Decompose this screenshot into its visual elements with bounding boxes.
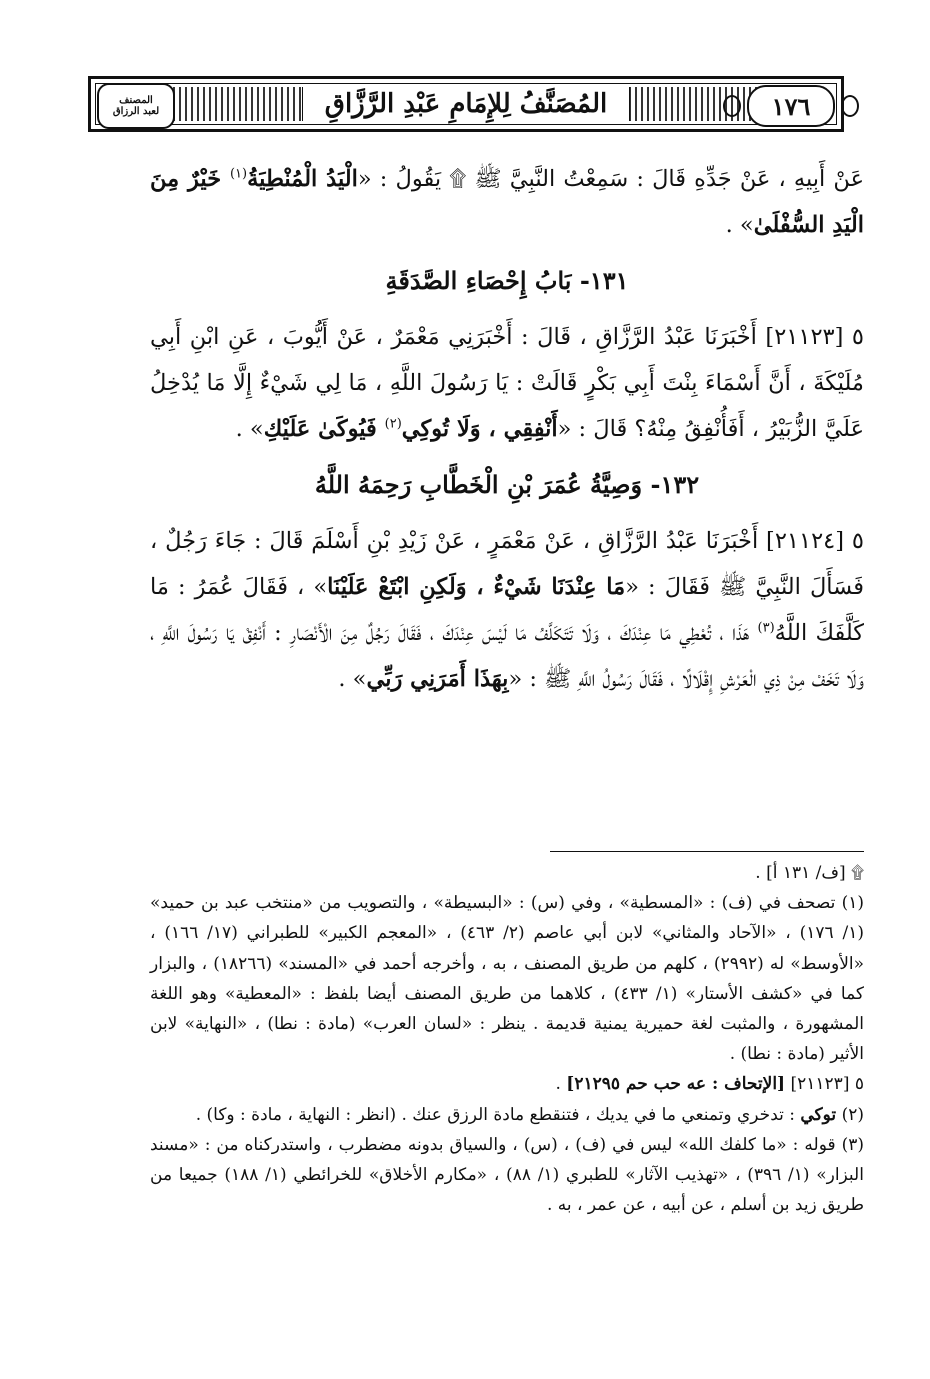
chapter-heading-131: ١٣١- بَابُ إِحْصَاءِ الصَّدَقَةِ	[385, 266, 629, 295]
footnote-divider	[550, 851, 864, 852]
hadith-21123: ٥ [٢١١٢٣] أَخْبَرَنَا عَبْدُ الرَّزَّاقِ ، قَالَ : أَخْبَرَنِي مَعْمَرٌ ، عَنْ أَيُّوبَ ، عَنِ ابْنِ أَبِي مُلَيْكَةَ ، أَنَّ أَسْمَاءَ بِنْتَ أَبِي بَكْرٍ قَالَتْ : يَا رَسُولَ اللَّهِ ، مَا لِي شَيْءٌ إِلَّا مَا يُدْخِلُ عَلَيَّ الزُّبَيْرُ ، أَفَأُنْفِقُ مِنْهُ؟ قَالَ : «أَنْفِقِي ، وَلَا تُوكِي$^{(٢)}$ فَيُوكَىٰ عَلَيْكِ» .	[150, 324, 864, 442]
hadith-21124: ٥ [٢١١٢٤] أَخْبَرَنَا عَبْدُ الرَّزَّاقِ ، عَنْ مَعْمَرٍ ، عَنْ زَيْدِ بْنِ أَسْلَمَ قَالَ : جَاءَ رَجُلٌ ، فَسَأَلَ النَّبِيَّ ﷺ فَقَالَ : «مَا عِنْدَنَا شَيْءٌ ، وَلَكِنِ ابْتَعْ عَلَيْنَا» ، فَقَالَ عُمَرُ : مَا كَلَّفَكَ اللَّهُ$^{(٣)}$ هَذَا ، تُعْطِي مَا عِنْدَكَ ، وَلَا تَتَكَلَّفُ مَا لَيْسَ عِنْدَكَ ، فَقَالَ رَجُلٌ مِنَ الْأَنْصَارِ : أَنْفِقْ يَا رَسُولَ اللَّهِ ، وَلَا تَخَفْ مِنْ ذِي الْعَرْشِ إِقْلَالًا ، فَقَالَ رَسُولُ اللَّهِ ﷺ : «بِهَذَا أَمَرَنِي رَبِّي» .	[150, 528, 864, 692]
footnote-ref-2[interactable]: (٢)	[384, 416, 402, 432]
running-title: المُصَنَّفُ لِلإِمَامِ عَبْدِ الرَّزَّاقِ	[302, 87, 630, 121]
page-header	[88, 76, 844, 132]
main-text	[150, 156, 864, 702]
ithaf-reference: ٥ [٢١١٢٣] [الإتحاف : عه حب حم ٢١٢٩٥] .	[555, 1074, 864, 1095]
page-number-text: ١٧٦	[771, 91, 811, 121]
footnote-1: (١) تصحف في (ف) : «المسطية» ، وفي (س) : «البسيطة» ، والتصويب من «منتخب عبد بن حميد» (١/ ١٧٦) ، «الآحاد والمثاني» لابن أبي عاصم (٢/ ٤٦٣) ، «المعجم الكبير» للطبراني (١٧/ ١٦٦) ، «الأوسط» له (٢٩٩٢) ، كلهم من طريق المصنف ، به ، وأخرجه أحمد في «المسند» (١٨٢٦٦) ، والبزار كما في «كشف الأستار» (١/ ٤٣٣) ، كلاهما من طريق المصنف أيضا بلفظ : «المعطية» وهو اللغة المشهورة ، والمثبت لغة حميرية يمنية قديمة . ينظر : «لسان العرب» (مادة : نطا) ، «النهاية» لابن الأثير (مادة : نطا) .	[150, 893, 865, 1065]
hadith-continuation: عَنْ أَبِيهِ ، عَنْ جَدِّهِ قَالَ : سَمِعْتُ النَّبِيَّ ﷺ ۩ يَقُولُ : «الْيَدُ الْمُنْطِيَةُ$^{(١)}$ خَيْرٌ مِنَ الْيَدِ السُّفْلَىٰ» .	[150, 166, 864, 238]
footnote-3: (٣) قوله : «ما كلفك الله» ليس في (ف) ، (س) ، والسياق بدونه مضطرب ، واستدركناه من : «مسند البزار» (١/ ٣٩٦) ، «تهذيب الآثار» للطبري (١/ ٨٨) ، «مكارم الأخلاق» للخرائطي (١/ ١٨٨) جميعا من طريق زيد بن أسلم ، عن أبيه ، عن عمر ، به .	[150, 1134, 865, 1216]
footnotes	[150, 858, 864, 1220]
footnote-ref-1[interactable]: (١)	[229, 166, 248, 182]
footnote-2: (٢) توكي : تدخري وتمنعي ما في يديك ، فتنقطع مادة الرزق عنك . (انظر : النهاية ، مادة : وكا) .	[195, 1104, 864, 1125]
publisher-seal-icon: المصنف لعبد الرزاق	[97, 83, 175, 129]
chapter-heading-132: ١٣٢- وَصِيَّةُ عُمَرَ بْنِ الْخَطَّابِ رَحِمَهُ اللَّهُ	[314, 470, 700, 499]
manuscript-reference: ۩ [ف/ ١٣١ أ] .	[755, 863, 864, 883]
page-number	[747, 85, 835, 127]
footnote-ref-3[interactable]: (٣)	[757, 620, 775, 636]
